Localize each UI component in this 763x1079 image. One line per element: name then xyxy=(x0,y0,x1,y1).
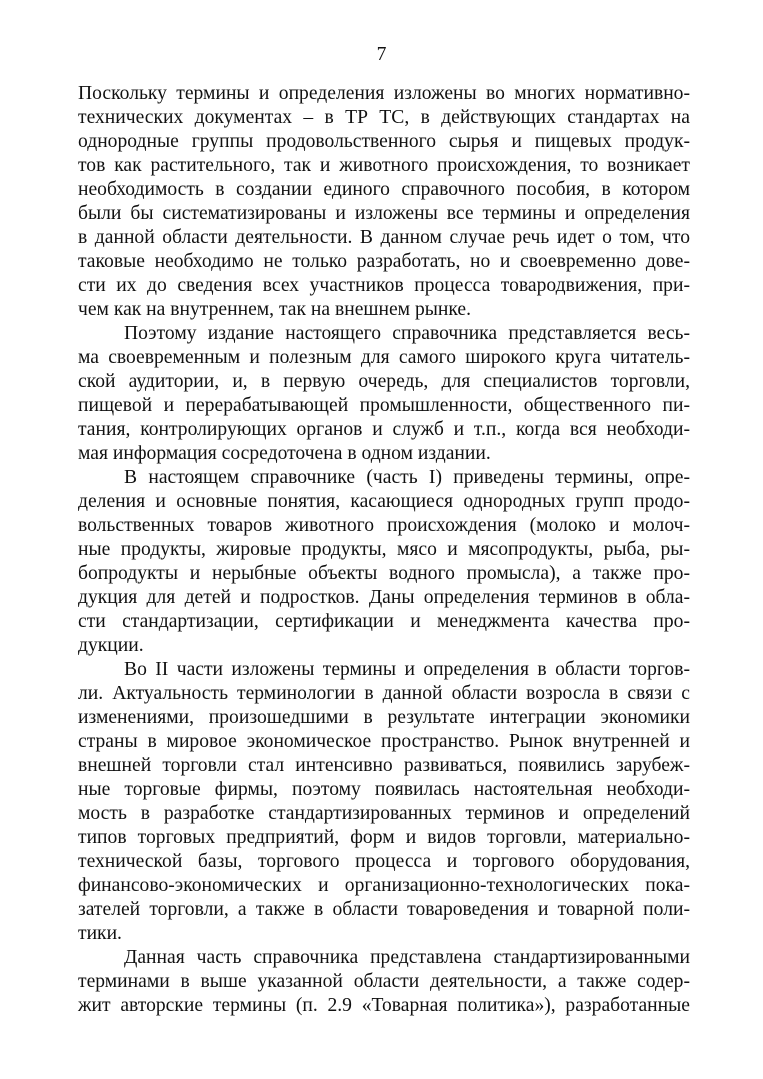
text-line: вольственных товаров животного происхождения (молоко и молоч- xyxy=(78,515,690,536)
paragraph-5 xyxy=(78,946,690,1018)
text-line: однородные группы продовольственного сырья и пищевых продук- xyxy=(78,131,690,152)
text-line: мая информация сосредоточена в одном издании. xyxy=(78,443,491,464)
text-line: были бы систематизированы и изложены все термины и определения xyxy=(78,203,690,224)
text-line: внешней торговли стал интенсивно развиваться, появились зарубеж- xyxy=(78,755,690,776)
text-line: ли. Актуальность терминологии в данной области возросла в связи с xyxy=(78,683,690,704)
paragraph-1 xyxy=(78,82,690,322)
text-line: таковые необходимо не только разработать, но и своевременно дове- xyxy=(78,251,690,272)
text-line: технических документах – в ТР ТС, в действующих стандартах на xyxy=(78,107,690,128)
text-line: страны в мировое экономическое пространство. Рынок внутренней и xyxy=(78,731,690,752)
text-line: тики. xyxy=(78,923,122,944)
text-line: тания, контролирующих органов и служб и т.п., когда вся необходи- xyxy=(78,419,690,440)
text-line: необходимость в создании единого справочного пособия, в котором xyxy=(78,179,690,200)
text-line: мость в разработке стандартизированных терминов и определений xyxy=(78,803,690,824)
text-line: ской аудитории, и, в первую очередь, для специалистов торговли, xyxy=(78,371,690,392)
text-line: тов как растительного, так и животного происхождения, то возникает xyxy=(78,155,690,176)
text-line: бопродукты и нерыбные объекты водного промысла), а также про- xyxy=(78,563,690,584)
text-line: ма своевременным и полезным для самого широкого круга читатель- xyxy=(78,347,690,368)
text-line: дукции. xyxy=(78,635,144,656)
text-line: В настоящем справочнике (часть I) приведены термины, опре- xyxy=(124,467,690,488)
text-line: жит авторские термины (п. 2.9 «Товарная политика»), разработанные xyxy=(78,995,690,1016)
text-line: сти стандартизации, сертификации и менеджмента качества про- xyxy=(78,611,690,632)
text-line: Во II части изложены термины и определения в области торгов- xyxy=(124,659,690,680)
body-text xyxy=(78,82,690,1018)
page-number: 7 xyxy=(376,44,387,65)
text-line: зателей торговли, а также в области товароведения и товарной поли- xyxy=(78,899,690,920)
text-line: сти их до сведения всех участников процесса товародвижения, при- xyxy=(78,275,690,296)
text-line: технической базы, торгового процесса и торгового оборудования, xyxy=(78,851,690,872)
paragraph-2 xyxy=(78,322,690,466)
text-line: Поэтому издание настоящего справочника представляется весь- xyxy=(124,323,690,344)
text-line: терминами в выше указанной области деятельности, а также содер- xyxy=(78,971,690,992)
text-line: типов торговых предприятий, форм и видов торговли, материально- xyxy=(78,827,690,848)
text-line: деления и основные понятия, касающиеся однородных групп продо- xyxy=(78,491,690,512)
paragraph-3 xyxy=(78,466,690,658)
text-line: Поскольку термины и определения изложены во многих нормативно- xyxy=(78,83,690,104)
paragraph-4 xyxy=(78,658,690,946)
text-line: изменениями, произошедшими в результате интеграции экономики xyxy=(78,707,690,728)
text-line: Данная часть справочника представлена стандартизированными xyxy=(124,947,690,968)
text-line: в данной области деятельности. В данном случае речь идет о том, что xyxy=(78,227,690,248)
text-line: чем как на внутреннем, так на внешнем рынке. xyxy=(78,299,472,320)
text-line: пищевой и перерабатывающей промышленности, общественного пи- xyxy=(78,395,690,416)
text-line: финансово-экономических и организационно-технологических пока- xyxy=(78,875,690,896)
text-line: ные продукты, жировые продукты, мясо и мясопродукты, рыба, ры- xyxy=(78,539,690,560)
text-line: ные торговые фирмы, поэтому появилась настоятельная необходи- xyxy=(78,779,690,800)
text-line: дукция для детей и подростков. Даны определения терминов в обла- xyxy=(78,587,690,608)
